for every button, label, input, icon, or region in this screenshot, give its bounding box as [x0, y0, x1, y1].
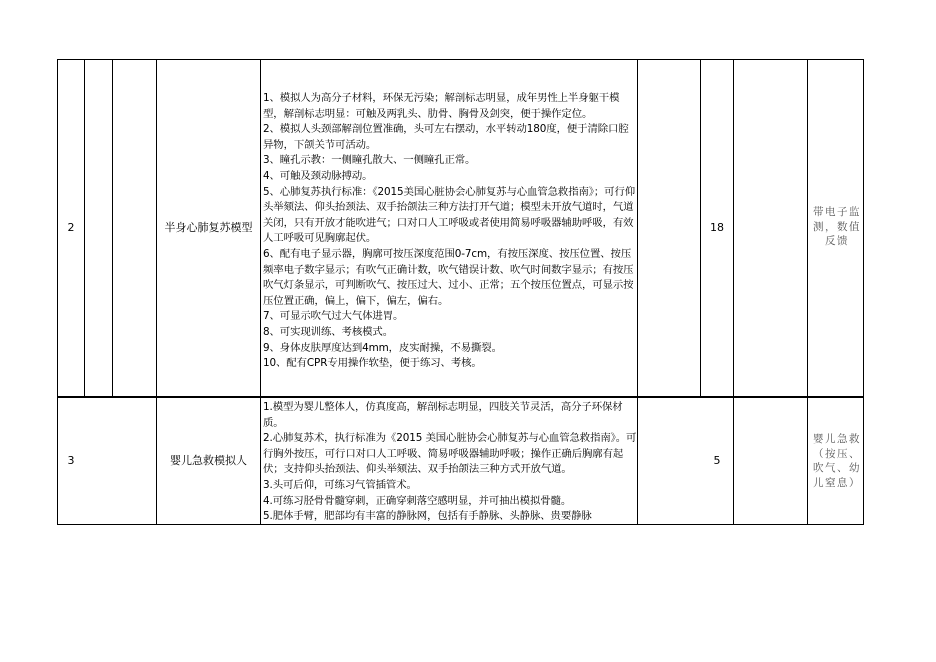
grid-line-col-7 — [733, 59, 734, 525]
spec-line: 1.模型为婴儿整体人，仿真度高，解剖标志明显，四肢关节灵活，高分子环保材质。 — [263, 401, 623, 429]
quantity-cell[interactable]: 5 — [713, 454, 721, 467]
spec-line: 3、瞳孔示教：一侧瞳孔散大、一侧瞳孔正常。 — [263, 154, 476, 167]
product-name-cell[interactable]: 半身心肺复苏模型 — [164, 221, 253, 234]
grid-line-col-1 — [84, 59, 85, 398]
spec-line: 3.头可后仰，可练习气管插管术。 — [263, 478, 417, 491]
grid-line-col-2 — [112, 59, 113, 398]
spec-line: 4、可触及颈动脉搏动。 — [263, 169, 373, 182]
spec-line: 9、身体皮肤厚度达到4mm，皮实耐操，不易撕裂。 — [263, 341, 502, 354]
product-name-cell[interactable]: 婴儿急救模拟人 — [170, 454, 247, 467]
spec-line: 5.肥体手臂，肥部均有丰富的静脉网，包括有手静脉、头静脉、贵要静脉 — [263, 510, 592, 523]
grid-line-col-4 — [260, 59, 261, 525]
spec-line: 2、模拟人头颈部解剖位置准确，头可左右摆动，水平转动180度，便于清除口腔异物，下颌关节可活动。 — [263, 123, 629, 151]
spec-line: 1、模拟人为高分子材料，环保无污染；解剖标志明显，成年男性上半身躯干模型，解剖标志明显：可触及两乳头、肋骨、胸骨及剑突，便于操作定位。 — [263, 92, 620, 120]
grid-line-col-8 — [807, 59, 808, 525]
remark-cell[interactable]: 婴儿急救（按压、吹气、幼儿窒息） — [813, 433, 861, 489]
spec-line: 10、配有CPR专用操作软垫，便于练习、考核。 — [263, 357, 482, 370]
spec-line: 8、可实现训练、考核模式。 — [263, 325, 393, 338]
grid-line-col-5 — [637, 59, 638, 525]
remark-cell[interactable]: 带电子监测，数值反馈 — [813, 206, 861, 247]
spec-line: 6、配有电子显示器，胸廓可按压深度范围0-7cm，有按压深度、按压位置、按压频率电子数字显示；有吹气正确计数，吹气错误计数、吹气时间数字显示；有按压吹气灯条显示，可判断吹气、按压过大、过小、正常；五个按压位置点，可显示按压位置正确，偏上，偏下，偏左，偏右。 — [263, 247, 634, 307]
grid-line-bottom — [57, 524, 864, 525]
spec-line: 5、心肺复苏执行标准：《2015美国心脏协会心肺复苏与心血管急救指南》；可行仰头举颏法、仰头抬颈法、双手抬颌法三种方法打开气道；模型未开放气道时，气道关闭，只有开放才能吹进气；口对口人工呼吸或者使用简易呼吸器辅助呼吸，有效人工呼吸可见胸廓起伏。 — [263, 185, 636, 245]
row-index-cell[interactable]: 2 — [67, 221, 75, 234]
spec-line: 2.心肺复苏术，执行标准为《2015 美国心脏协会心肺复苏与心血管急救指南》。可行胸外按压，可行口对口人工呼吸、简易呼吸器辅助呼吸；操作正确后胸廓有起伏；支持仰头抬颈法、仰头举颏法、双手抬颌法三种方式开放气道。 — [263, 432, 637, 476]
spec-cell[interactable] — [263, 91, 637, 372]
spec-line: 4.可练习胫骨骨髓穿刺，正确穿刺落空感明显，并可抽出模拟骨髓。 — [263, 494, 572, 507]
spec-line: 7、可显示吹气过大气体进胃。 — [263, 310, 404, 323]
spec-cell[interactable] — [263, 400, 637, 524]
quantity-cell[interactable]: 18 — [710, 221, 724, 234]
row-index-cell[interactable]: 3 — [67, 454, 75, 467]
